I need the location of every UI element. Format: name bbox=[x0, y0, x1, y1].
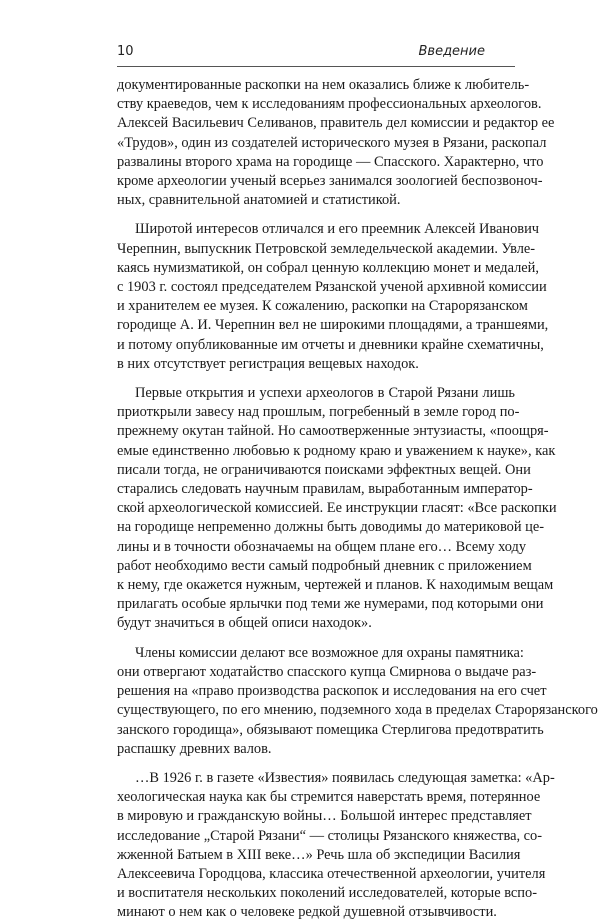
text-line: документированные раскопки на нем оказались ближе к любитель- bbox=[117, 77, 530, 93]
text-line: жженной Батыем в XIII веке…» Речь шла об экспедиции Василия bbox=[117, 846, 521, 863]
text-line: в мировую и гражданскую войны… Большой интерес представляет bbox=[117, 808, 532, 825]
text-line: к нему, где окажется нужным, чертежей и планов. К находимым вещам bbox=[117, 577, 554, 594]
text-line: старались следовать научным правилам, выработанным император- bbox=[117, 481, 533, 498]
text-line: емые единственно любовью к родному краю и уважением к науке», как bbox=[117, 442, 556, 459]
text-line: исследование „Старой Рязани“ — столицы Рязанского княжества, со- bbox=[117, 827, 543, 844]
text-line: с 1903 г. состоял председателем Рязанской ученой архивной комиссии bbox=[117, 279, 547, 296]
text-line: хеологическая наука как бы стремится наверстать время, потерянное bbox=[117, 789, 541, 806]
text-line: существующего, по его мнению, подземного хода в пределах Старорязанского bbox=[117, 702, 598, 719]
text-line: приоткрыли завесу над прошлым, погребенный в земле город по- bbox=[117, 404, 520, 421]
text-line: прежнему окутан тайной. Но самоотверженные энтузиасты, «поощря- bbox=[117, 423, 549, 440]
text-line: и воспитателя нескольких поколений исследователей, которые вспо- bbox=[117, 885, 537, 902]
text-line: Алексеевича Городцова, классика отечественной археологии, учителя bbox=[117, 865, 546, 882]
text-line: Черепнин, выпускник Петровской земледельческой академии. Увле- bbox=[117, 240, 536, 257]
text-line: занского городища», обязывают помещика Стерлигова предотвратить bbox=[117, 721, 544, 738]
text-line: кроме археологии ученый всерьез занимался зоологией беспозвоноч- bbox=[117, 173, 543, 190]
text-line: они отвергают ходатайство спасского купца Смирнова о выдаче раз- bbox=[117, 663, 537, 680]
text-line: каясь нумизматикой, он собрал ценную коллекцию монет и медалей, bbox=[117, 259, 539, 276]
text-line: ству краеведов, чем к исследованиям профессиональных археологов. bbox=[117, 96, 542, 113]
text-line: Первые открытия и успехи археологов в Старой Рязани лишь bbox=[135, 385, 515, 402]
text-line: на городище непременно должны быть доводимы до материковой це- bbox=[117, 519, 545, 536]
text-line: в них отсутствует регистрация вещевых находок. bbox=[117, 355, 419, 372]
text-line: Алексей Васильевич Селиванов, правитель дел комиссии и редактор ее bbox=[117, 115, 555, 132]
text-line: писали тогда, не ограничиваются поисками эффектных вещей. Они bbox=[117, 461, 531, 478]
running-title: Введение bbox=[418, 44, 485, 59]
text-line: работ необходимо вести самый подробный дневник с приложением bbox=[117, 557, 532, 574]
text-line: минают о нем как о человеке редкой душевной отзывчивости. bbox=[117, 904, 497, 921]
text-line: прилагать особые ярлычки под теми же нумерами, под которыми они bbox=[117, 596, 544, 613]
body-text bbox=[117, 76, 598, 923]
text-line: «Трудов», один из создателей исторического музея в Рязани, раскопал bbox=[117, 134, 547, 151]
text-line: ных, сравнительной анатомией и статистикой. bbox=[117, 192, 401, 209]
text-line: ской археологической комиссией. Ее инструкции гласят: «Все раскопки bbox=[117, 500, 557, 517]
text-line: Широтой интересов отличался и его преемник Алексей Иванович bbox=[135, 221, 540, 238]
text-line: Члены комиссии делают все возможное для охраны памятника: bbox=[135, 644, 524, 661]
text-line: …В 1926 г. в газете «Известия» появилась следующая заметка: «Ар- bbox=[135, 769, 555, 786]
page-number: 10 bbox=[117, 44, 134, 59]
paragraph bbox=[117, 220, 549, 374]
text-line: распашку древних валов. bbox=[117, 740, 272, 757]
running-header bbox=[117, 44, 515, 62]
paragraph bbox=[117, 384, 557, 634]
header-rule bbox=[117, 66, 515, 67]
text-line: будут значиться в общей описи находок». bbox=[117, 615, 372, 632]
text-line: решения на «право производства раскопок и исследования на его счет bbox=[117, 683, 547, 700]
paragraph bbox=[117, 644, 598, 759]
text-line: лины и в точности обозначаемы на общем плане его… Всему ходу bbox=[117, 538, 527, 555]
text-line: городище А. И. Черепнин вел не широкими площадями, а траншеями, bbox=[117, 317, 549, 334]
text-line: и хранителем ее музея. К сожалению, раскопки на Старорязанском bbox=[117, 298, 528, 315]
paragraph bbox=[117, 769, 555, 923]
paragraph bbox=[117, 76, 555, 210]
text-line: и потому опубликованные им отчеты и дневники крайне схематичны, bbox=[117, 336, 544, 353]
text-line: развалины второго храма на городище — Спасского. Характерно, что bbox=[117, 153, 544, 170]
